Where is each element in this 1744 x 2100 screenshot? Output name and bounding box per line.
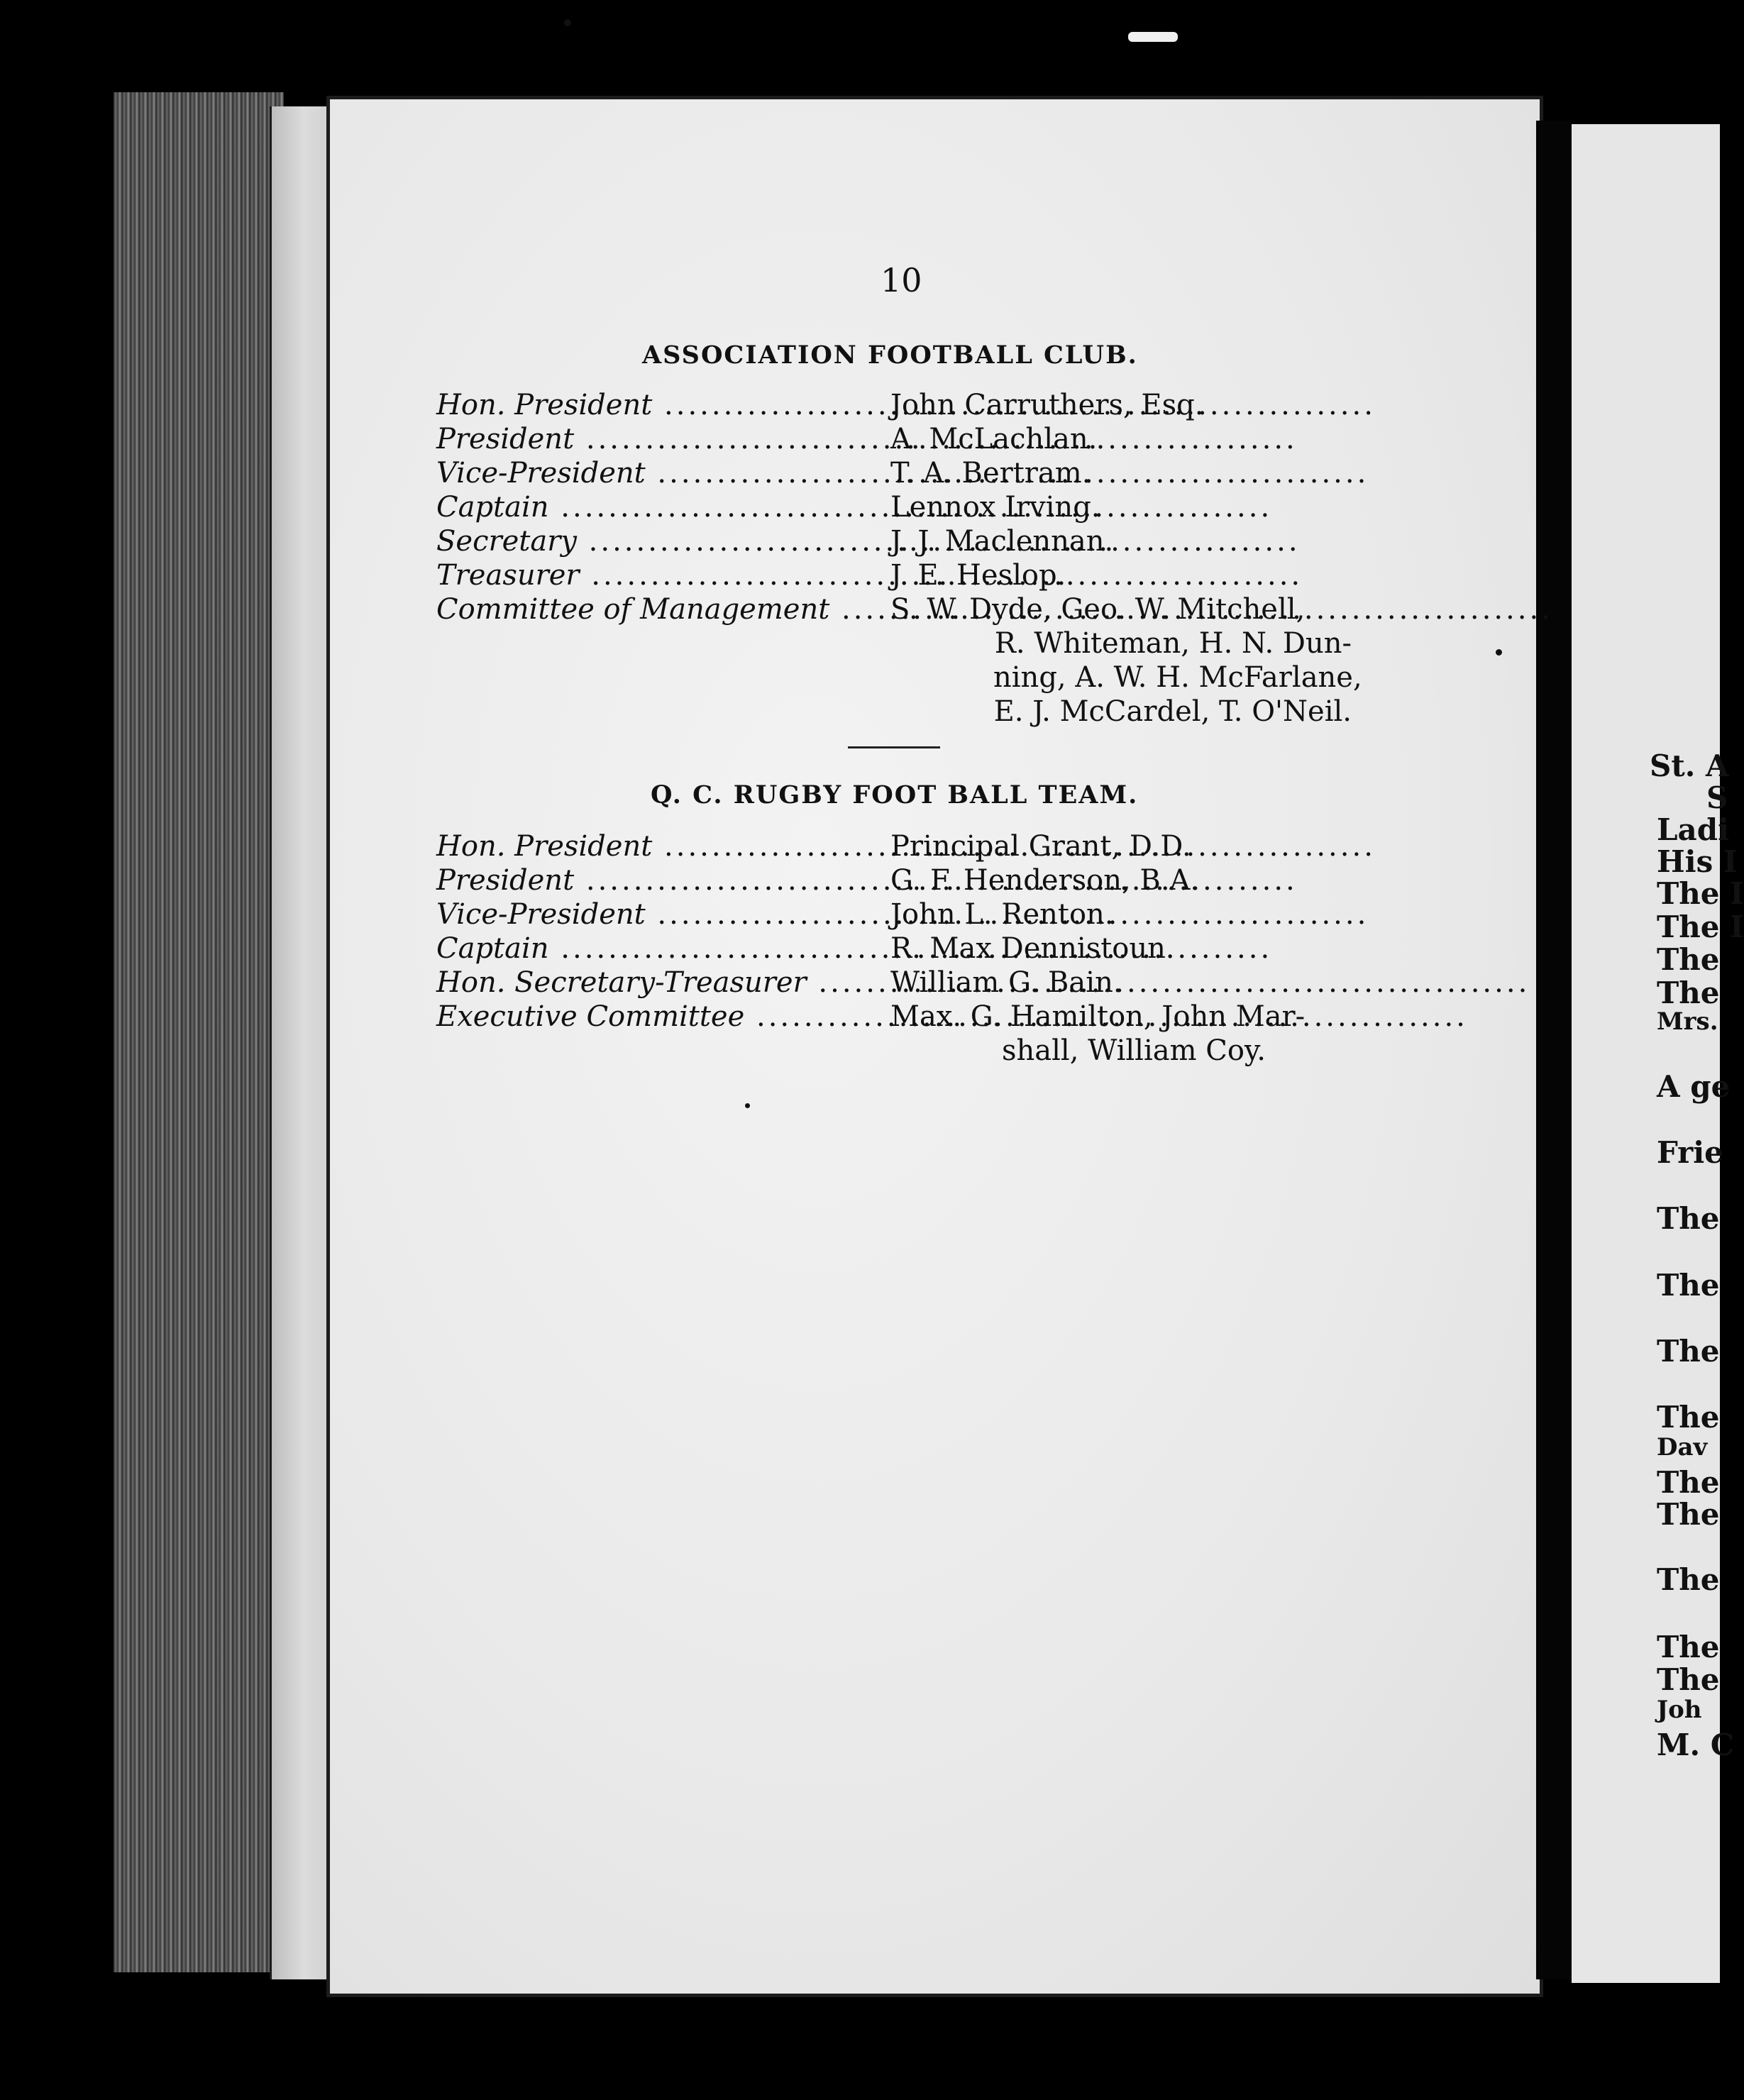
right-page-line: The	[1657, 1562, 1720, 1597]
right-page-line: Mrs.	[1657, 1007, 1718, 1036]
committee-continued-line: E. J. McCardel, T. O'Neil.	[993, 695, 1352, 728]
right-page	[1572, 124, 1744, 1983]
role-label: President .....	[436, 422, 890, 456]
role-label: Executive Committee .....	[436, 1000, 890, 1034]
association-heading: ASSOCIATION FOOTBALL CLUB.	[642, 341, 1138, 370]
right-page-line: The	[1657, 1630, 1720, 1664]
right-page-line: The	[1657, 1334, 1720, 1369]
role-label: Secretary .....	[436, 524, 890, 558]
role-label: Vice-President .....	[436, 456, 890, 490]
section-divider	[848, 746, 940, 748]
role-value: William G. Bain.	[890, 966, 1122, 999]
role-label: Vice-President .....	[436, 897, 890, 932]
committee-continued-line: R. Whiteman, H. N. Dun-	[994, 627, 1352, 660]
rugby-row	[436, 1000, 1359, 1034]
right-page-line: The	[1657, 1662, 1720, 1697]
rugby-heading: Q. C. RUGBY FOOT BALL TEAM.	[651, 780, 1139, 809]
right-page-line: Frie	[1657, 1135, 1723, 1170]
right-page-line: The	[1657, 1465, 1720, 1500]
role-label: Treasurer .....	[436, 558, 890, 592]
rugby-row	[436, 966, 1359, 1000]
role-value: A. McLachlan.	[890, 423, 1098, 455]
executive-continued-line: shall, William Coy.	[1002, 1034, 1266, 1067]
right-page-line: His I	[1657, 844, 1738, 879]
right-page-line: St. A	[1650, 748, 1729, 783]
role-value: R. Max Dennistoun.	[890, 932, 1175, 965]
right-page-line: Ladi	[1657, 812, 1730, 847]
rugby-row	[436, 863, 1359, 897]
association-row	[436, 456, 1359, 490]
right-page-line: The I	[1657, 876, 1744, 911]
association-row	[436, 558, 1359, 592]
role-label: Captain .....	[436, 490, 890, 524]
right-page-line: M. C	[1657, 1728, 1735, 1762]
role-label: Committee of Management .....	[436, 592, 890, 626]
rugby-row	[436, 932, 1359, 966]
right-page-line: The	[1657, 976, 1720, 1010]
association-row	[436, 592, 1359, 626]
role-label: Captain .....	[436, 932, 890, 966]
role-value: Lennox Irving.	[890, 491, 1100, 524]
right-page-line: The	[1657, 1497, 1720, 1532]
right-page-line: The	[1657, 1268, 1720, 1303]
scan-speck	[745, 1103, 750, 1108]
committee-continued-line: ning, A. W. H. McFarlane,	[993, 661, 1362, 694]
right-page-line: Joh	[1657, 1696, 1702, 1724]
right-page-line: The I	[1657, 910, 1744, 944]
role-value: J. E. Heslop.	[890, 559, 1066, 592]
right-page-line: Dav	[1657, 1433, 1708, 1461]
association-row	[436, 388, 1359, 422]
right-page-line: A ge	[1657, 1069, 1731, 1104]
rugby-row	[436, 829, 1359, 863]
right-page-line: The	[1657, 1201, 1720, 1236]
left-page	[326, 96, 1543, 1997]
page-number: 10	[881, 261, 922, 299]
page-surface	[330, 99, 1540, 1994]
role-label: Hon. President .....	[436, 388, 890, 422]
scan-speck	[564, 19, 571, 26]
role-value: T. A. Bertram.	[890, 457, 1091, 490]
role-value: Principal Grant, D.D.	[890, 830, 1191, 863]
role-value: John Carruthers, Esq.	[890, 389, 1204, 421]
scan-speck	[1496, 649, 1502, 656]
association-row	[436, 490, 1359, 524]
role-label: President .....	[436, 863, 890, 897]
role-value: G. F. Henderson, B.A.	[890, 864, 1200, 897]
association-row	[436, 422, 1359, 456]
rugby-row	[436, 897, 1359, 932]
right-page-line: The	[1657, 942, 1720, 977]
role-label: Hon. President .....	[436, 829, 890, 863]
association-row	[436, 524, 1359, 558]
right-page-line: S	[1706, 780, 1728, 815]
role-value: S. W. Dyde, Geo. W. Mitchell,	[890, 593, 1306, 626]
role-value: Max. G. Hamilton, John Mar-	[890, 1000, 1306, 1033]
book-gutter	[1536, 121, 1572, 1979]
book-page-edges	[114, 92, 284, 1972]
role-label: Hon. Secretary-Treasurer .....	[436, 966, 890, 1000]
role-value: John L. Renton.	[890, 898, 1114, 931]
right-page-line: The	[1657, 1400, 1720, 1435]
role-value: J. J. Maclennan.	[890, 525, 1114, 558]
scan-speck	[1128, 32, 1178, 42]
